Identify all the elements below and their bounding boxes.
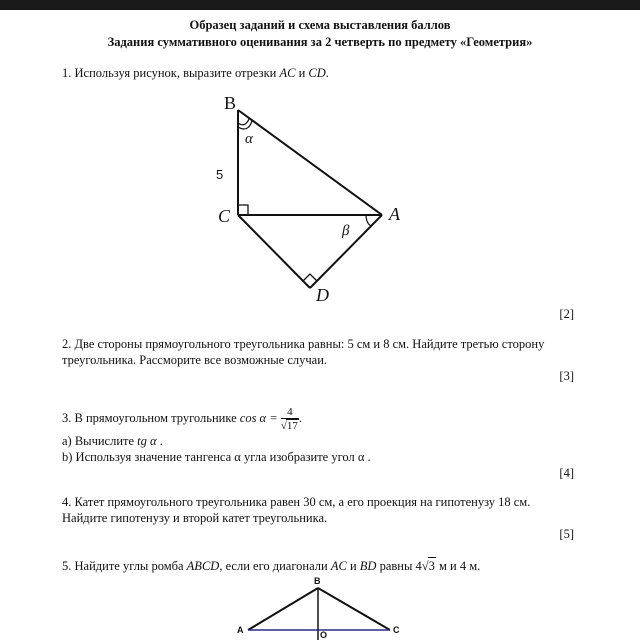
vertex-label-A: A <box>389 204 400 224</box>
task3-statement: 3. В прямоугольном тругольнике cos α = $\frac{4}{√17}$ . <box>62 406 302 433</box>
vertex-label-D: D <box>316 285 329 305</box>
task3-item-a: a) Вычислите tg α . <box>62 434 163 448</box>
cos-fraction: $\frac{4}{√17}$ <box>280 406 298 433</box>
task3-points: [4] <box>559 466 574 480</box>
angle-label-beta: β <box>342 223 350 239</box>
task2-points: [3] <box>559 369 574 383</box>
document-page <box>0 10 640 640</box>
task2-line2: треугольника. Рассморите все возможные случаи. <box>62 353 328 367</box>
task2-line1: 2. Две стороны прямоугольного треугольника равны: 5 см и 8 см. Найдите третью сторону <box>62 337 545 351</box>
vertex-label-C: C <box>218 206 231 226</box>
task3-item-b: b) Используя значение тангенса α угла изобразите угол α . <box>62 450 371 464</box>
task1-points: [2] <box>559 307 574 321</box>
task1-statement: 1. Используя рисунок, выразите отрезки AC и CD. <box>62 66 329 80</box>
rhombus-side-BC <box>318 588 390 630</box>
rhombus-side-BA <box>248 588 318 630</box>
task4-line1: 4. Катет прямоугольного треугольника равен 30 см, а его проекция на гипотенузу 18 см. <box>62 495 531 509</box>
task4-line2: Найдите гипотенузу и второй катет треугольника. <box>62 511 328 525</box>
document-title: Образец заданий и схема выставления баллов <box>189 18 451 32</box>
task5-rhombus-figure <box>0 10 640 640</box>
task5-statement: 5. Найдите углы ромба ABCD, если его диагонали AC и BD равны 4√3 м и 4 м. <box>62 559 481 573</box>
task4-points: [5] <box>559 527 574 541</box>
document-subtitle: Задания суммативного оценивания за 2 четверть по предмету «Геометрия» <box>107 35 533 49</box>
rhombus-label-B: B <box>314 576 321 586</box>
rhombus-label-A: A <box>237 625 244 635</box>
rhombus-label-O: O <box>320 630 328 640</box>
top-dark-border <box>0 0 640 10</box>
rhombus-label-C: C <box>393 625 400 635</box>
side-length-BC: 5 <box>216 167 224 182</box>
angle-label-alpha: α <box>245 131 253 147</box>
vertex-label-B: B <box>224 93 237 113</box>
